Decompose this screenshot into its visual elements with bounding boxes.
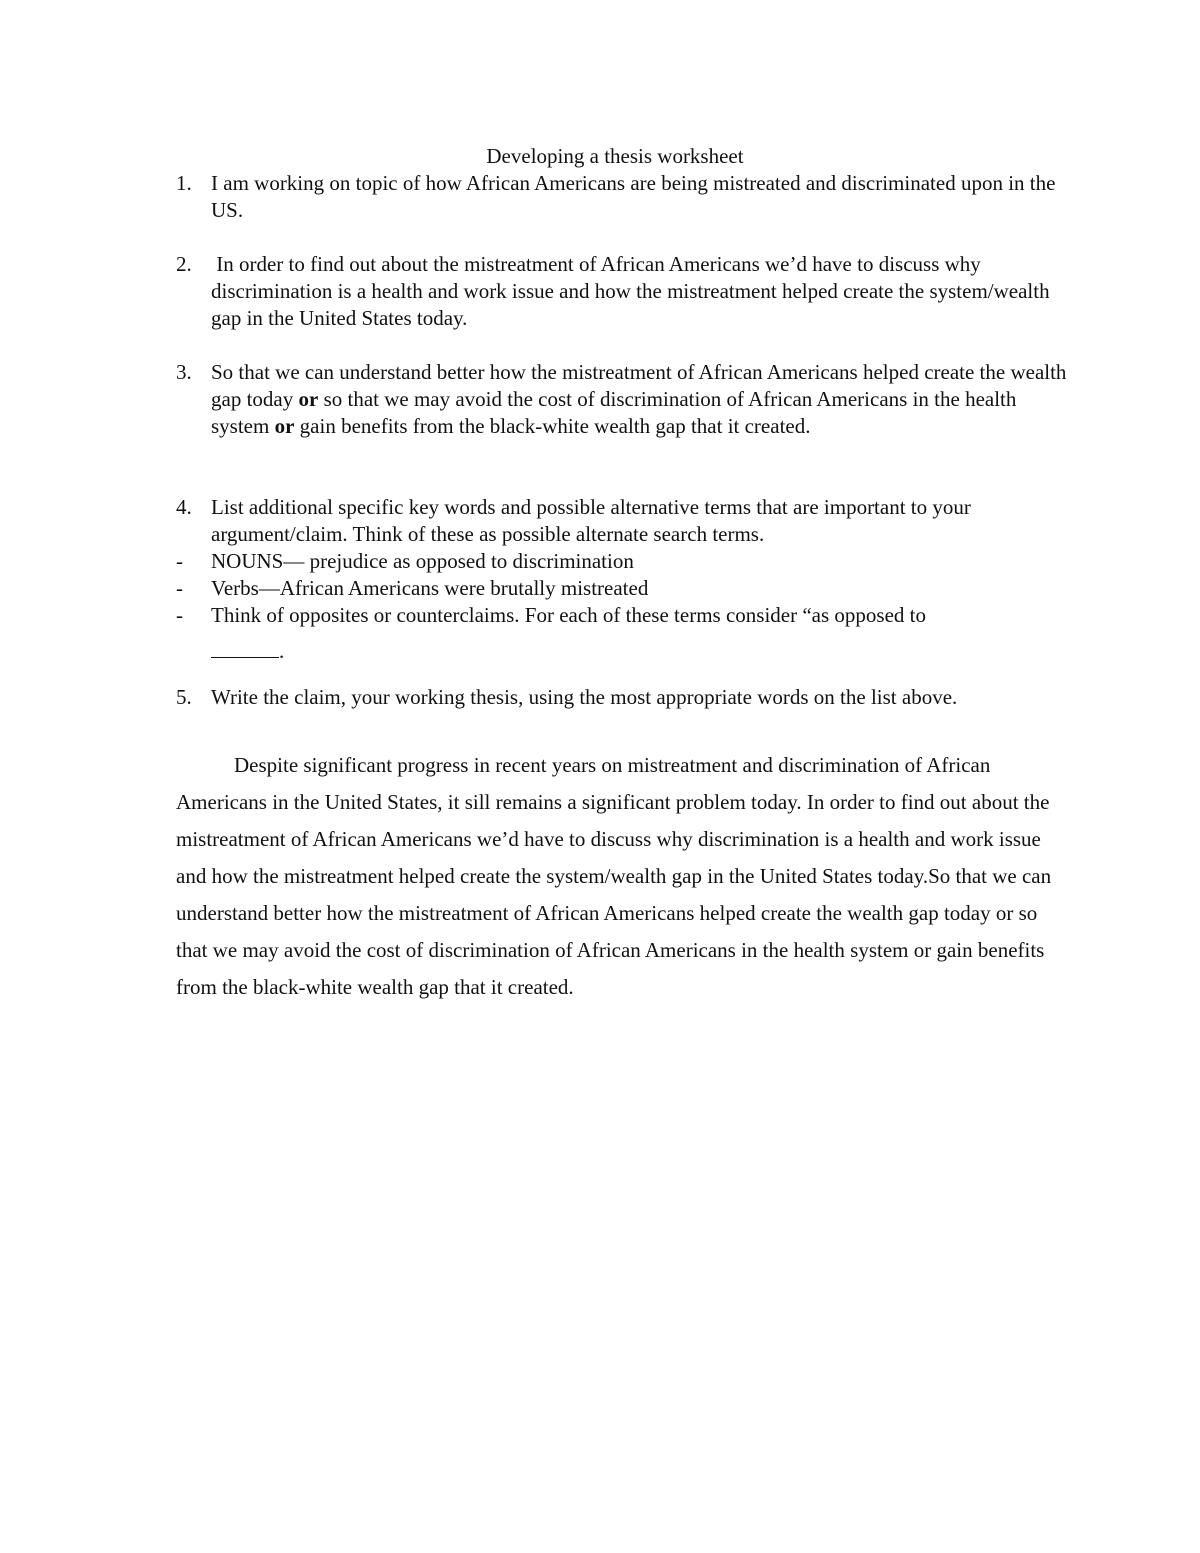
sub-bullet-nouns [176,548,1076,575]
emphasis-or: or [298,387,319,411]
list-item-1 [176,170,1076,224]
bullet-dash: - [176,603,183,627]
sub-bullet-verbs [176,575,1076,602]
thesis-paragraph: Despite significant progress in recent years on mistreatment and discrimination of African Americans in the United States, it sill remains a significant problem today. In order to find out about the mistreatment of African Americans we’d have to discuss why discrimination is a health and work issue and how the mistreatment helped create the system/wealth gap in the United States today.So that we can understand better how the mistreatment of African Americans helped create the wealth gap today or so that we may avoid the cost of discrimination of African Americans in the health system or gain benefits from the black-white wealth gap that it created. [176,753,1052,999]
list-number: 3. [176,360,192,384]
bullet-text-main: Think of opposites or counterclaims. For each of these terms consider “as opposed to [211,603,926,627]
list-item-3 [176,359,1076,440]
bullet-text-end: . [279,639,285,663]
bullet-text [211,602,1076,665]
list-number: 5. [176,685,192,709]
sub-bullet-opposites [176,602,1076,665]
bullet-text: Verbs—African Americans were brutally mistreated [211,576,649,600]
bullet-text: NOUNS— prejudice as opposed to discrimination [211,549,634,573]
list-text: List additional specific key words and possible alternative terms that are important to your argument/claim. Think of these as possible alternate search terms. [211,495,971,546]
list-number: 2. [176,252,192,276]
document-title: Developing a thesis worksheet [486,144,744,168]
list-text-part: So that we can understand better how the mistreatment of African Americans helped create the wealth gap today [211,360,1067,411]
bullet-dash: - [176,576,183,600]
list-text: I am working on topic of how African Americans are being mistreated and discriminated upon in the US. [211,171,1056,222]
list-number: 4. [176,495,192,519]
bullet-dash: - [176,549,183,573]
list-item-5 [176,684,1076,711]
list-item-2 [176,251,1076,332]
list-text-part: gain benefits from the black-white wealth gap that it created. [294,414,811,438]
list-text [211,359,1076,440]
list-item-4 [176,494,1076,548]
list-text: Write the claim, your working thesis, using the most appropriate words on the list above. [211,685,958,709]
fill-in-blank [211,637,279,658]
list-text-part: so that we may avoid the cost of discrimination of African Americans in the health system [211,387,1017,438]
list-text: In order to find out about the mistreatment of African Americans we’d have to discuss why discrimination is a health and work issue and how the mistreatment helped create the system/wealth gap in the United States today. [211,252,1055,330]
list-number: 1. [176,171,192,195]
emphasis-or: or [274,414,295,438]
